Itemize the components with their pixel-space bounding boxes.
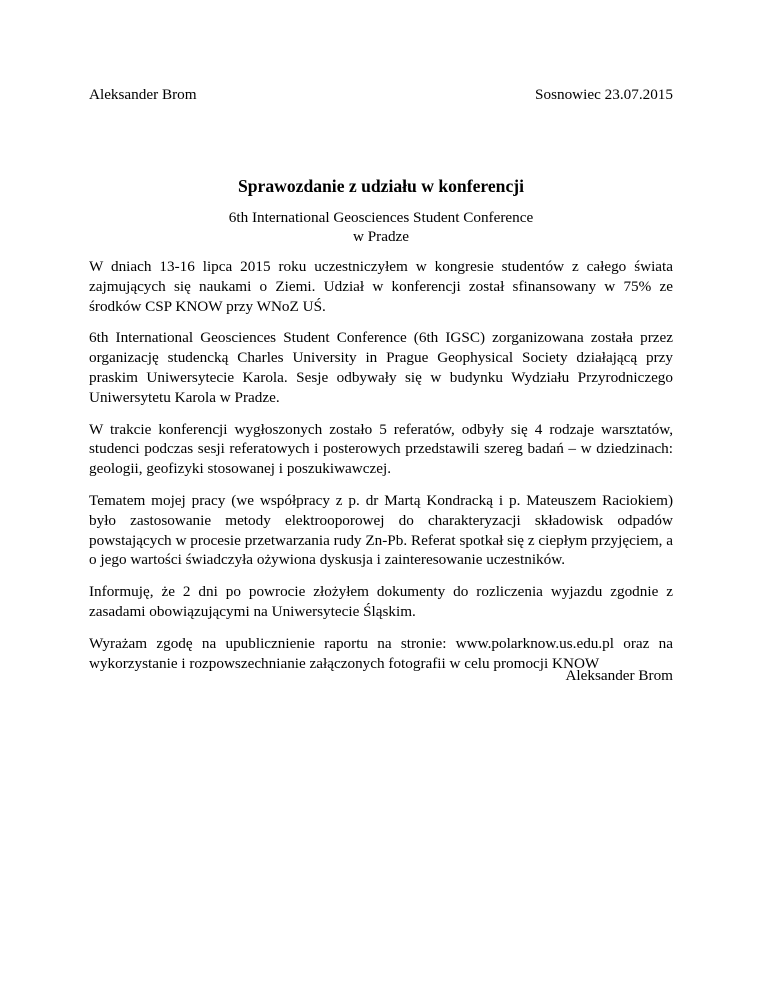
- conference-name: 6th International Geosciences Student Conference: [228, 209, 534, 226]
- paragraph-own-work: Tematem mojej pracy (we współpracy z p. dr Martą Kondracką i p. Mateuszem Raciokiem) było zastosowanie metody elektrooporowej do charakteryzacji składowisk odpadów powstających w procesie przetwarzania rudy Zn-Pb. Referat spotkał się z ciepłym przyjęciem, a o jego wartości świadczyła ożywiona dyskusja i zainteresowanie uczestników.: [89, 491, 673, 569]
- author-name: Aleksander Brom: [89, 86, 197, 103]
- signature: Aleksander Brom: [565, 667, 673, 684]
- conference-subtitle: [89, 208, 673, 246]
- paragraph-organizer: 6th International Geosciences Student Conference (6th IGSC) zorganizowana została przez organizację studencką Charles University in Prague Geophysical Society działającą przy praskim Uniwersytecie Karola. Sesje odbywały się w budynku Wydziału Przyrodniczego Uniwersytetu Karola w Pradze.: [89, 329, 673, 406]
- paragraph-participation: W dniach 13-16 lipca 2015 roku uczestniczyłem w kongresie studentów z całego świata zajmujących się naukami o Ziemi. Udział w konferencji został sfinansowany w 75% ze środków CSP KNOW przy WNoZ UŚ.: [89, 258, 673, 315]
- paragraph-consent: Wyrażam zgodę na upublicznienie raportu na stronie: www.polarknow.us.edu.pl oraz na wykorzystanie i rozpowszechnianie załączonych fotografii w celu promocji KNOW: [89, 634, 673, 672]
- document-title: Sprawozdanie z udziału w konferencji: [237, 176, 525, 196]
- place-and-date: Sosnowiec 23.07.2015: [535, 86, 673, 103]
- report-body: [89, 257, 673, 685]
- paragraph-settlement: Informuję, że 2 dni po powrocie złożyłem dokumenty do rozliczenia wyjazdu zgodnie z zasadami obowiązującymi na Uniwersytecie Śląskim.: [89, 583, 673, 620]
- paragraph-program: W trakcie konferencji wygłoszonych zostało 5 referatów, odbyły się 4 rodzaje warsztatów, studenci podczas sesji referatowych i posterowych przedstawili szereg badań – w dziedzinach: geologii, geofizyki stosowanej i poszukiwawczej.: [89, 420, 673, 478]
- conference-location: w Pradze: [352, 228, 410, 245]
